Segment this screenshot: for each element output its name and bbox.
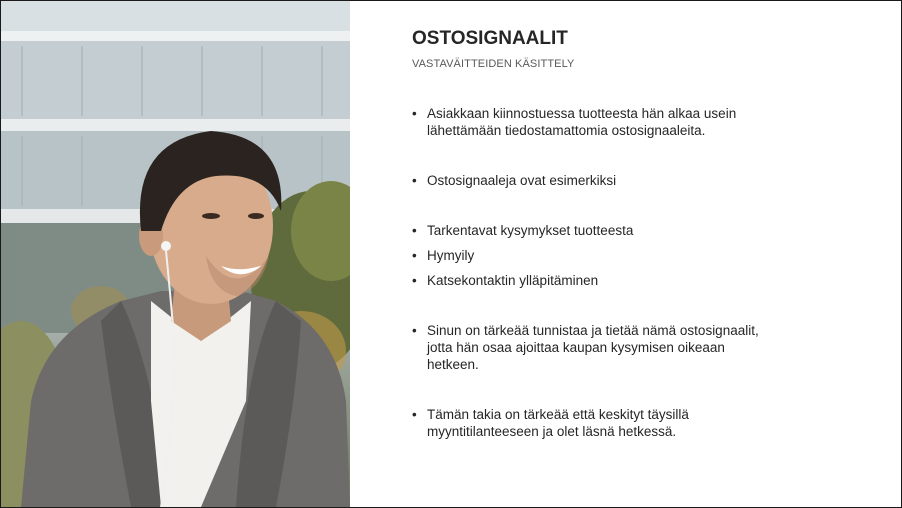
- photo-illustration: [1, 1, 350, 507]
- bullet-item: • Asiakkaan kiinnostuessa tuotteesta hän alkaa usein lähettämään tiedostamattomia ostosignaaleita.: [412, 105, 772, 139]
- bullet-item: • Tarkentavat kysymykset tuotteesta: [412, 222, 772, 239]
- bullet-item: • Sinun on tärkeää tunnistaa ja tietää nämä ostosignaalit, jotta hän osaa ajoittaa kaupan kysymisen oikeaan hetkeen.: [412, 322, 772, 373]
- bullet-item: • Hymyily: [412, 247, 772, 264]
- slide-subtitle: VASTAVÄITTEIDEN KÄSITTELY: [412, 58, 575, 70]
- bullet-item: • Katsekontaktin ylläpitäminen: [412, 272, 772, 289]
- bullet-item: • Tämän takia on tärkeää että keskityt täysillä myyntitilanteeseen ja olet läsnä hetkessä.: [412, 406, 772, 440]
- bullet-list: [412, 105, 772, 440]
- photo-smiling-man-with-earphones: [1, 1, 350, 507]
- bullet-item: • Ostosignaaleja ovat esimerkiksi: [412, 172, 772, 189]
- slide-title: OSTOSIGNAALIT: [412, 28, 568, 49]
